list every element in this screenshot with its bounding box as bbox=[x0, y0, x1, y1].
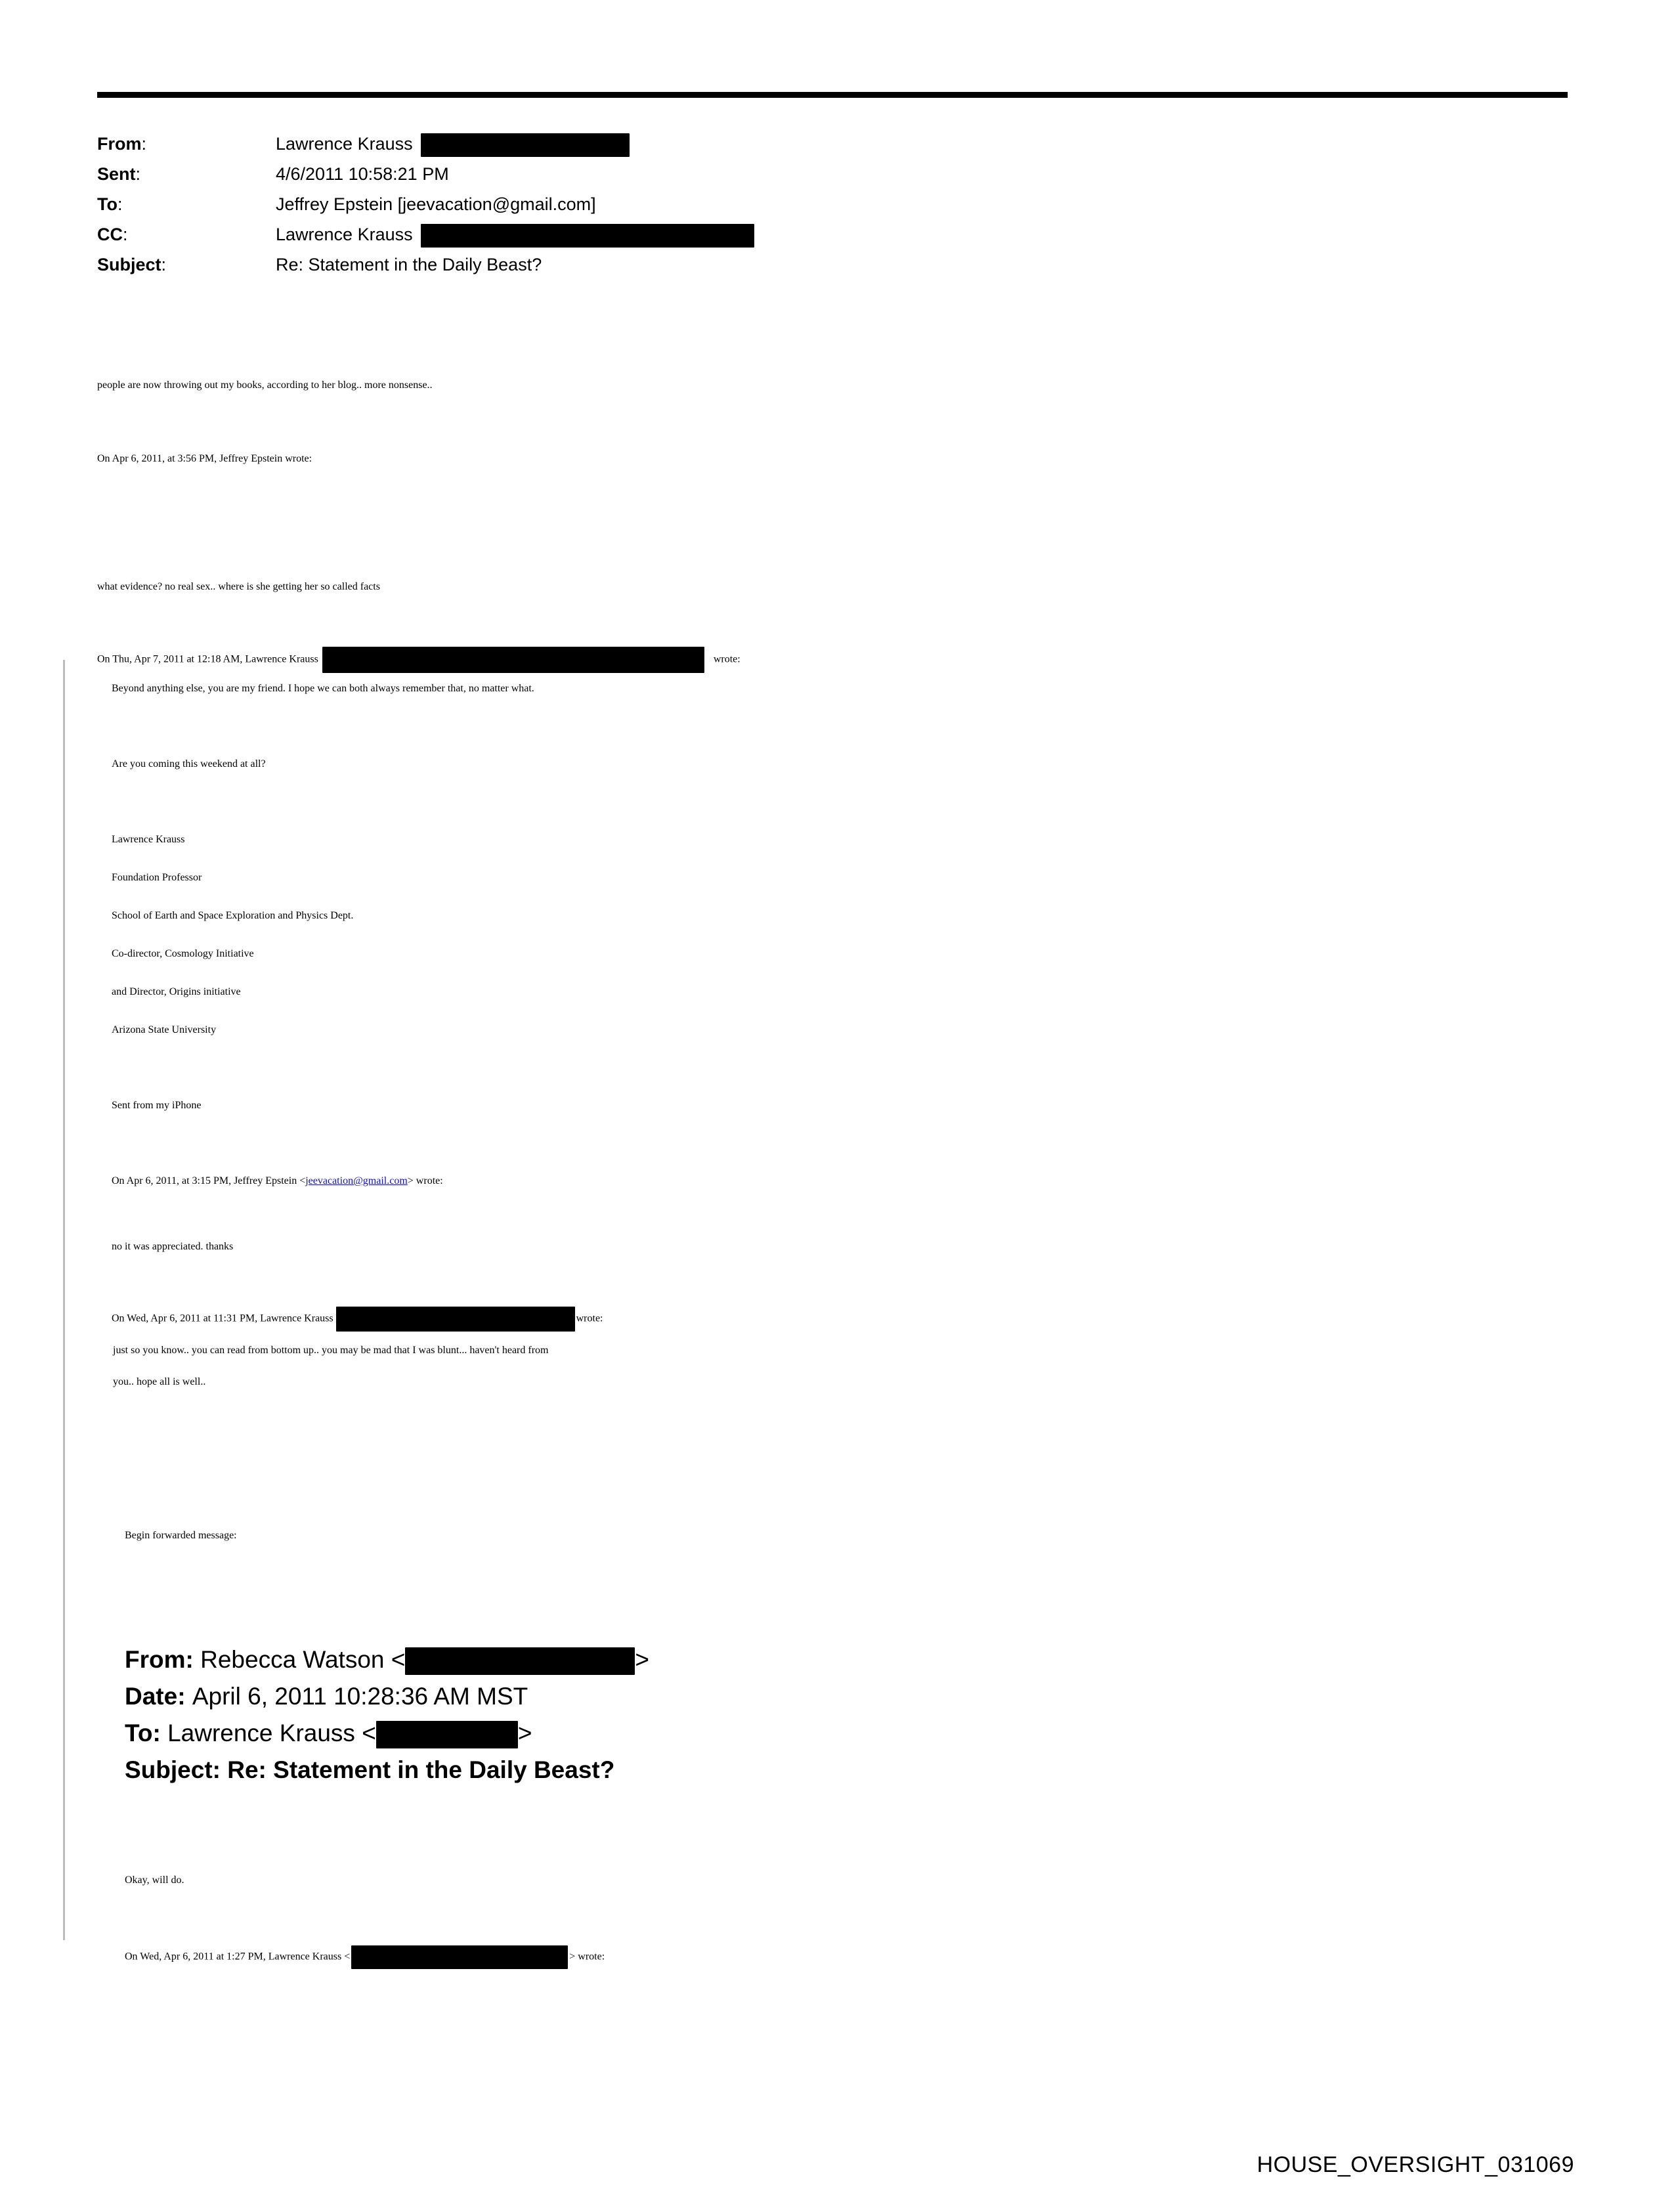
forwarded-date-label: Date: bbox=[125, 1683, 186, 1710]
quote-4-wrote: > wrote: bbox=[569, 1951, 605, 1963]
header-row-sent bbox=[97, 159, 1410, 189]
quote-2-attribution bbox=[112, 1175, 443, 1187]
subject-label: Subject: bbox=[97, 255, 167, 274]
forwarded-date-value: April 6, 2011 10:28:36 AM MST bbox=[192, 1683, 528, 1710]
quote-1-text: Beyond anything else, you are my friend. I hope we can both always remember that, no matter what. bbox=[112, 683, 534, 694]
email-header bbox=[97, 129, 1410, 280]
to-value: Jeffrey Epstein [jeevacation@gmail.com] bbox=[276, 194, 596, 214]
bates-number: HOUSE_OVERSIGHT_031069 bbox=[1256, 2152, 1574, 2177]
sent-value: 4/6/2011 10:58:21 PM bbox=[276, 164, 449, 184]
forwarded-to-label: To: bbox=[125, 1720, 161, 1746]
cc-label: CC: bbox=[97, 225, 128, 244]
redaction-bar-quote-3 bbox=[336, 1307, 575, 1332]
forwarded-row-date bbox=[125, 1678, 1569, 1715]
forwarded-reply-text: Okay, will do. bbox=[125, 1875, 184, 1886]
header-row-subject bbox=[97, 249, 1410, 280]
cc-value: Lawrence Krauss bbox=[276, 225, 413, 244]
body-line-1: people are now throwing out my books, according to her blog.. more nonsense.. bbox=[97, 380, 433, 391]
from-label: From: bbox=[97, 134, 147, 154]
to-label: To: bbox=[97, 194, 123, 214]
signature-university: Arizona State University bbox=[112, 1024, 217, 1035]
sent-label: Sent: bbox=[97, 164, 141, 184]
from-value: Lawrence Krauss bbox=[276, 134, 413, 154]
forwarded-subject-label: Subject: bbox=[125, 1756, 221, 1783]
header-row-from bbox=[97, 129, 1410, 159]
forwarded-subject-value: Re: Statement in the Daily Beast? bbox=[227, 1756, 615, 1783]
quote-indent-bar bbox=[63, 660, 65, 1940]
forwarded-to-value: Lawrence Krauss bbox=[167, 1720, 355, 1746]
redaction-bar-from bbox=[421, 133, 630, 157]
header-row-to bbox=[97, 189, 1410, 219]
forwarded-row-from: From: Rebecca Watson < > bbox=[125, 1641, 1569, 1678]
quote-2-text: no it was appreciated. thanks bbox=[112, 1241, 234, 1252]
quote-3-wrote: wrote: bbox=[576, 1312, 603, 1324]
quote-3-text-line-1: just so you know.. you can read from bottom up.. you may be mad that I was blunt... haven't heard from bbox=[113, 1345, 549, 1356]
forwarded-from-value: Rebecca Watson bbox=[200, 1646, 385, 1673]
quote-3-attribution-text: On Wed, Apr 6, 2011 at 11:31 PM, Lawrence Krauss bbox=[112, 1312, 333, 1324]
sent-from-iphone: Sent from my iPhone bbox=[112, 1100, 202, 1111]
quote-4-attribution-text: On Wed, Apr 6, 2011 at 1:27 PM, Lawrence Krauss < bbox=[125, 1951, 351, 1963]
quote-3-attribution bbox=[112, 1307, 603, 1332]
signature-dept: School of Earth and Space Exploration and Physics Dept. bbox=[112, 910, 354, 921]
header-row-cc bbox=[97, 219, 1410, 249]
redaction-bar-quote-1 bbox=[322, 647, 704, 673]
signature-codirector: Co-director, Cosmology Initiative bbox=[112, 948, 254, 959]
quote-1-wrote: wrote: bbox=[713, 653, 740, 665]
quote-4-attribution bbox=[125, 1945, 605, 1969]
redaction-bar-cc bbox=[421, 224, 754, 248]
signature-title: Foundation Professor bbox=[112, 872, 202, 883]
header-rule bbox=[97, 92, 1568, 98]
body-line-3: what evidence? no real sex.. where is she getting her so called facts bbox=[97, 581, 380, 592]
redaction-bar-forwarded-to bbox=[376, 1721, 518, 1748]
quote-1-attribution bbox=[97, 647, 1607, 673]
subject-value: Re: Statement in the Daily Beast? bbox=[276, 255, 542, 274]
forwarded-from-label: From: bbox=[125, 1646, 194, 1673]
email-link-jeevacation[interactable]: jeevacation@gmail.com bbox=[305, 1175, 408, 1186]
quote-2-attribution-text: On Apr 6, 2011, at 3:15 PM, Jeffrey Epstein < bbox=[112, 1175, 306, 1186]
forwarded-header bbox=[125, 1641, 1569, 1789]
quote-2-wrote: > wrote: bbox=[407, 1175, 443, 1186]
quote-1-attribution-text: On Thu, Apr 7, 2011 at 12:18 AM, Lawrence Krauss bbox=[97, 653, 318, 665]
begin-forwarded-message: Begin forwarded message: bbox=[125, 1530, 237, 1541]
quote-1-question: Are you coming this weekend at all? bbox=[112, 758, 266, 770]
signature-director: and Director, Origins initiative bbox=[112, 986, 241, 997]
forwarded-row-subject bbox=[125, 1752, 1569, 1789]
body-line-2: On Apr 6, 2011, at 3:56 PM, Jeffrey Epstein wrote: bbox=[97, 453, 312, 464]
quote-3-text-line-2: you.. hope all is well.. bbox=[113, 1376, 206, 1387]
forwarded-row-to: To: Lawrence Krauss < > bbox=[125, 1715, 1569, 1752]
signature-name: Lawrence Krauss bbox=[112, 834, 185, 845]
redaction-bar-quote-4 bbox=[351, 1945, 568, 1969]
redaction-bar-forwarded-from bbox=[405, 1647, 635, 1675]
